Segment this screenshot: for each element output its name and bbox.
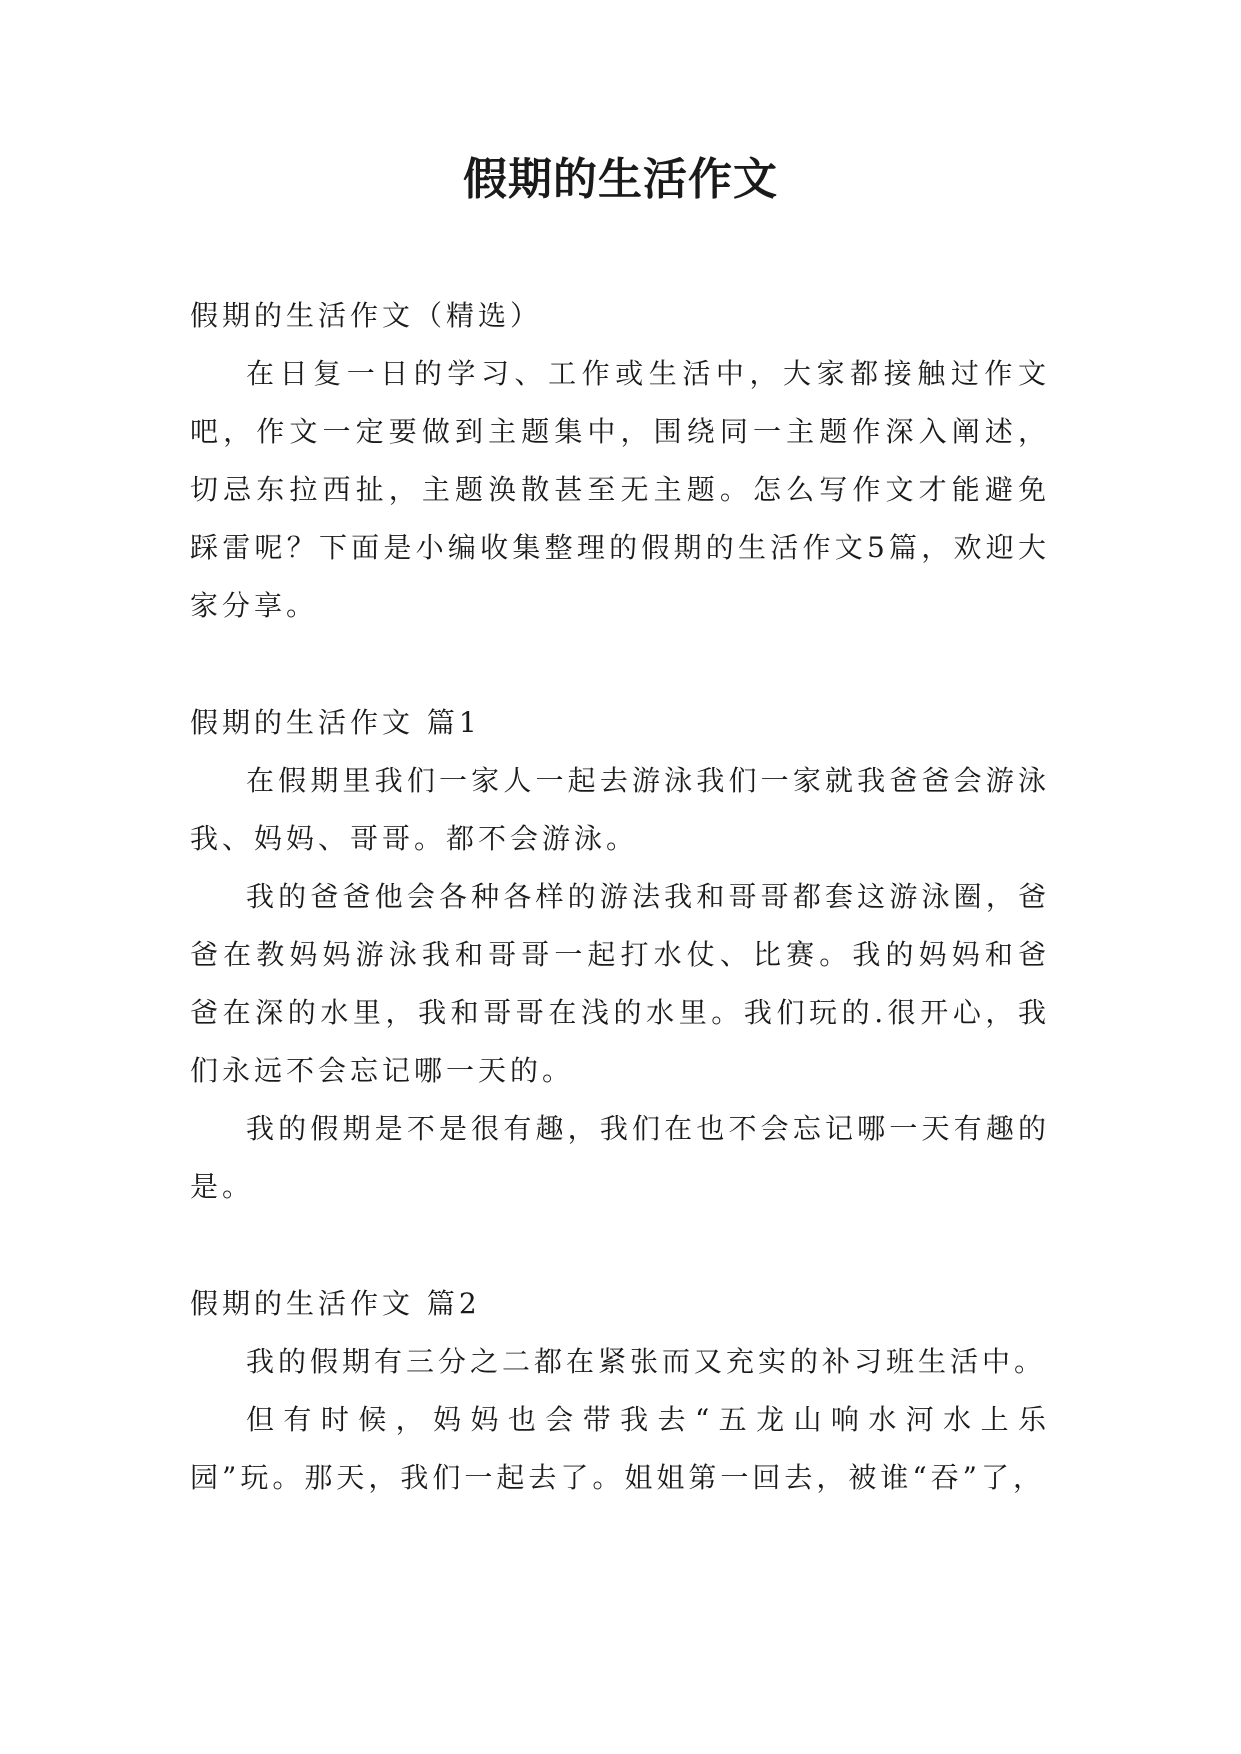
intro-heading: 假期的生活作文（精选） (190, 299, 543, 332)
essay-2-paragraph-2: 但有时候，妈妈也会带我去“五龙山响水河水上乐园”玩。那天，我们一起去了。姐姐第一回去，被谁“吞”了， (190, 1403, 1050, 1494)
essay-2-heading: 假期的生活作文 篇2 (190, 1287, 481, 1320)
essay-1-heading: 假期的生活作文 篇1 (190, 706, 481, 739)
document-title: 假期的生活作文 (463, 154, 778, 205)
essay-2-paragraph-1: 我的假期有三分之二都在紧张而又充实的补习班生活中。 (246, 1345, 1047, 1378)
intro-section (190, 287, 1050, 635)
essay-1-paragraph-3: 我的假期是不是很有趣，我们在也不会忘记哪一天有趣的是。 (190, 1112, 1050, 1203)
essay-section-1 (190, 694, 1050, 1216)
intro-paragraph: 在日复一日的学习、工作或生活中，大家都接触过作文吧，作文一定要做到主题集中，围绕同一主题作深入阐述，切忌东拉西扯，主题涣散甚至无主题。怎么写作文才能避免踩雷呢？下面是小编收集整理的假期的生活作文5篇，欢迎大家分享。 (190, 357, 1050, 622)
essay-1-paragraph-2: 我的爸爸他会各种各样的游法我和哥哥都套这游泳圈，爸爸在教妈妈游泳我和哥哥一起打水仗、比赛。我的妈妈和爸爸在深的水里，我和哥哥在浅的水里。我们玩的.很开心，我们永远不会忘记哪一天的。 (190, 880, 1050, 1087)
essay-section-2 (190, 1275, 1050, 1507)
essay-1-paragraph-1: 在假期里我们一家人一起去游泳我们一家就我爸爸会游泳我、妈妈、哥哥。都不会游泳。 (190, 764, 1050, 855)
